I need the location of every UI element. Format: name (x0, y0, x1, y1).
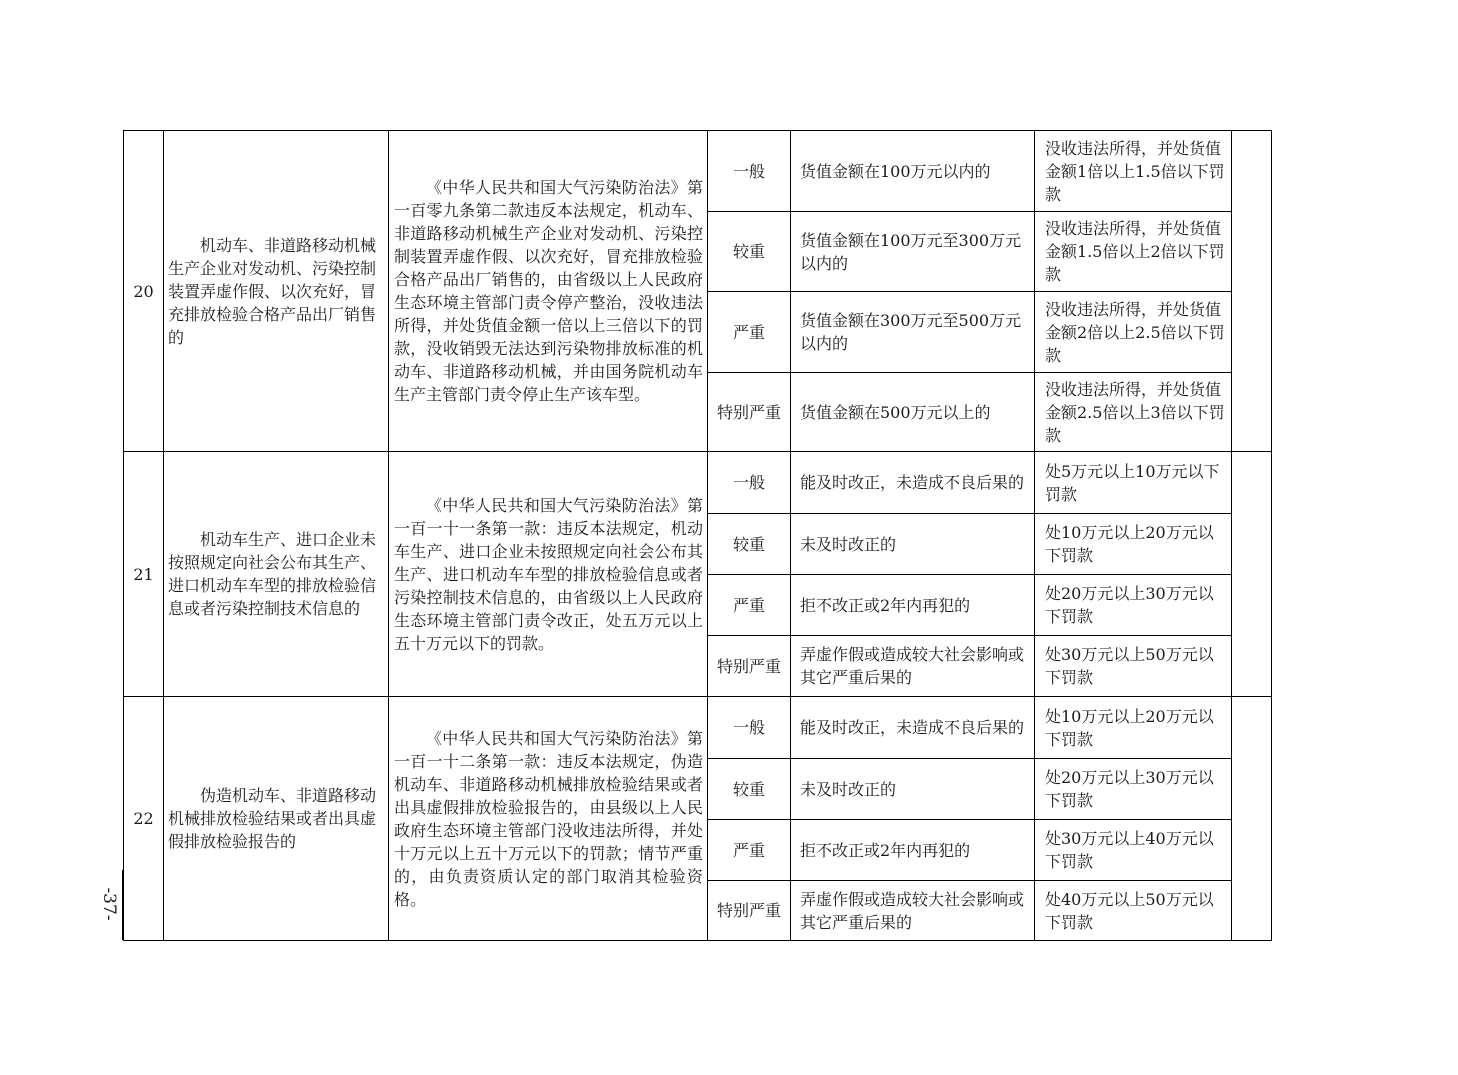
penalty: 处10万元以上20万元以下罚款 (1035, 697, 1232, 759)
severity-level: 较重 (708, 212, 791, 292)
circumstance: 货值金额在500万元以上的 (791, 373, 1035, 452)
circumstance: 未及时改正的 (791, 759, 1035, 820)
penalty: 处30万元以上50万元以下罚款 (1035, 636, 1232, 697)
table-row (124, 452, 1272, 514)
penalty: 没收违法所得，并处货值金额2.5倍以上3倍以下罚款 (1035, 373, 1232, 452)
penalty: 没收违法所得，并处货值金额1倍以上1.5倍以下罚款 (1035, 131, 1232, 212)
circumstance: 货值金额在100万元以内的 (791, 131, 1035, 212)
circumstance: 弄虚作假或造成较大社会影响或其它严重后果的 (791, 881, 1035, 941)
table-row (124, 697, 1272, 759)
penalty: 处20万元以上30万元以下罚款 (1035, 759, 1232, 820)
remarks-cell (1232, 131, 1272, 452)
severity-level: 严重 (708, 820, 791, 881)
penalty: 处5万元以上10万元以下罚款 (1035, 452, 1232, 514)
penalty: 处30万元以上40万元以下罚款 (1035, 820, 1232, 881)
circumstance: 货值金额在300万元至500万元以内的 (791, 292, 1035, 373)
severity-level: 较重 (708, 759, 791, 820)
penalty: 没收违法所得，并处货值金额2倍以上2.5倍以下罚款 (1035, 292, 1232, 373)
legal-basis: 《中华人民共和国大气污染防治法》第一百零九条第二款违反本法规定，机动车、非道路移动机械生产企业对发动机、污染控制装置弄虚作假、以次充好，冒充排放检验合格产品出厂销售的，由省级以上人民政府生态环境主管部门责令停产整治，没收违法所得，并处货值金额一倍以上三倍以下的罚款，没收销毁无法达到污染物排放标准的机动车、非道路移动机械，并由国务院机动车生产主管部门责令停止生产该车型。 (389, 131, 708, 452)
penalty: 处20万元以上30万元以下罚款 (1035, 575, 1232, 636)
penalty: 处10万元以上20万元以下罚款 (1035, 514, 1232, 575)
circumstance: 拒不改正或2年内再犯的 (791, 575, 1035, 636)
penalty: 没收违法所得，并处货值金额1.5倍以上2倍以下罚款 (1035, 212, 1232, 292)
legal-basis: 《中华人民共和国大气污染防治法》第一百一十一条第一款：违反本法规定，机动车生产、进口企业未按照规定向社会公布其生产、进口机动车车型的排放检验信息或者污染控制技术信息的，由省级以上人民政府生态环境主管部门责令改正，处五万元以上五十万元以下的罚款。 (389, 452, 708, 697)
circumstance: 能及时改正，未造成不良后果的 (791, 697, 1035, 759)
severity-level: 较重 (708, 514, 791, 575)
severity-level: 一般 (708, 131, 791, 212)
violation-description: 伪造机动车、非道路移动机械排放检验结果或者出具虚假排放检验报告的 (164, 697, 389, 941)
violation-description: 机动车、非道路移动机械生产企业对发动机、污染控制装置弄虚作假、以次充好，冒充排放检验合格产品出厂销售的 (164, 131, 389, 452)
severity-level: 严重 (708, 292, 791, 373)
severity-level: 特别严重 (708, 881, 791, 941)
item-number: 22 (124, 697, 164, 941)
violation-description: 机动车生产、进口企业未按照规定向社会公布其生产、进口机动车车型的排放检验信息或者污染控制技术信息的 (164, 452, 389, 697)
item-number: 21 (124, 452, 164, 697)
circumstance: 能及时改正，未造成不良后果的 (791, 452, 1035, 514)
page-number-marker (96, 870, 123, 940)
circumstance: 弄虚作假或造成较大社会影响或其它严重后果的 (791, 636, 1035, 697)
severity-level: 特别严重 (708, 636, 791, 697)
penalty-standard-table (123, 130, 1272, 941)
circumstance: 货值金额在100万元至300万元以内的 (791, 212, 1035, 292)
penalty: 处40万元以上50万元以下罚款 (1035, 881, 1232, 941)
remarks-cell (1232, 697, 1272, 941)
table-row (124, 131, 1272, 212)
severity-level: 一般 (708, 452, 791, 514)
item-number: 20 (124, 131, 164, 452)
circumstance: 拒不改正或2年内再犯的 (791, 820, 1035, 881)
remarks-cell (1232, 452, 1272, 697)
severity-level: 特别严重 (708, 373, 791, 452)
severity-level: 严重 (708, 575, 791, 636)
legal-basis: 《中华人民共和国大气污染防治法》第一百一十二条第一款：违反本法规定，伪造机动车、非道路移动机械排放检验结果或者出具虚假排放检验报告的，由县级以上人民政府生态环境主管部门没收违法所得，并处十万元以上五十万元以下的罚款；情节严重的，由负责资质认定的部门取消其检验资格。 (389, 697, 708, 941)
severity-level: 一般 (708, 697, 791, 759)
page-number: -37- (99, 887, 119, 921)
circumstance: 未及时改正的 (791, 514, 1035, 575)
